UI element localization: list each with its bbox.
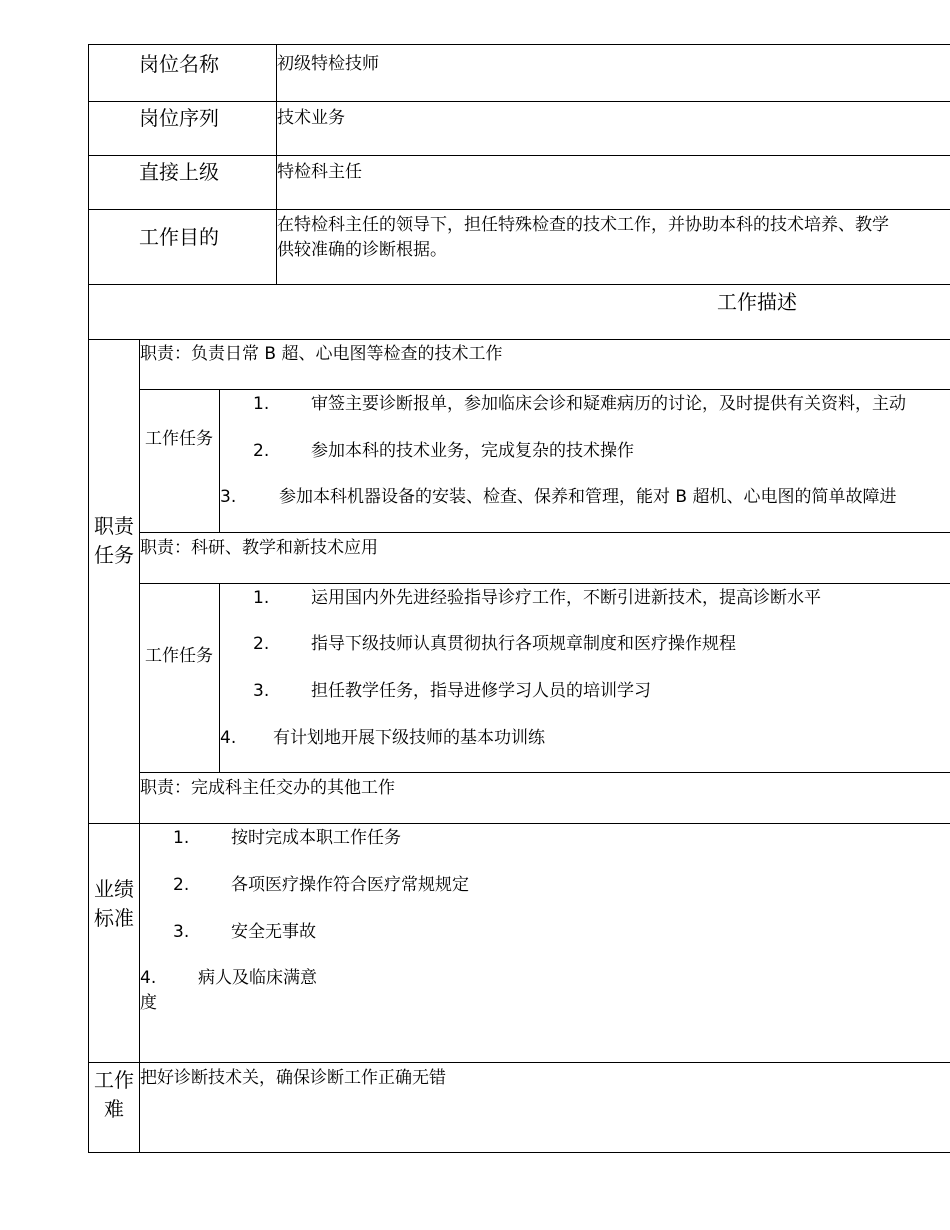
perf-item-4-num: 4. — [140, 968, 157, 988]
duty-2-task-label: 工作任务 — [145, 646, 213, 666]
duty-1-task-label: 工作任务 — [145, 429, 213, 449]
post-name-label: 岗位名称 — [139, 52, 219, 76]
perf-item-3-text: 安全无事故 — [231, 922, 316, 942]
duty-1-item-1-text: 审签主要诊断报单，参加临床会诊和疑难病历的讨论，及时提供有关资料，主动 — [311, 394, 906, 414]
difficulty-text: 把好诊断技术关，确保诊断工作正确无错 — [140, 1068, 446, 1088]
duty-2-item-4-text: 有计划地开展下级技师的基本功训练 — [273, 728, 545, 748]
purpose-label: 工作目的 — [139, 225, 219, 249]
duty-2-item-2-num: 2. — [253, 634, 270, 654]
duty-2-title: 职责：科研、教学和新技术应用 — [140, 538, 378, 558]
duty-3-title: 职责：完成科主任交办的其他工作 — [140, 778, 395, 798]
duty-1-item-3-text: 参加本科机器设备的安装、检查、保养和管理，能对 B 超机、心电图的简单故障进 — [279, 487, 897, 507]
perf-item-1-text: 按时完成本职工作任务 — [231, 828, 401, 848]
superior-label: 直接上级 — [139, 160, 219, 184]
superior-value: 特检科主任 — [277, 162, 362, 182]
duty-1-item-2-text: 参加本科的技术业务，完成复杂的技术操作 — [311, 441, 634, 461]
perf-item-4-text: 病人及临床满意 — [198, 968, 317, 988]
difficulty-label: 工作难 — [94, 1068, 134, 1121]
post-series-label: 岗位序列 — [139, 106, 219, 130]
duty-2-item-2-text: 指导下级技师认真贯彻执行各项规章制度和医疗操作规程 — [311, 634, 736, 654]
duty-1-title: 职责：负责日常 B 超、心电图等检查的技术工作 — [140, 344, 503, 364]
purpose-line-2: 供较准确的诊断根据。 — [277, 240, 447, 260]
perf-item-2-num: 2. — [173, 875, 190, 895]
performance-label: 业绩标准 — [94, 877, 134, 930]
post-series-value: 技术业务 — [277, 108, 345, 128]
description-header: 工作描述 — [717, 290, 797, 314]
perf-item-3-num: 3. — [173, 922, 190, 942]
perf-item-4-wrap: 度 — [140, 993, 157, 1013]
duty-2-item-3-num: 3. — [253, 681, 270, 701]
duty-2-item-3-text: 担任教学任务，指导进修学习人员的培训学习 — [311, 681, 651, 701]
duty-2-item-1-text: 运用国内外先进经验指导诊疗工作，不断引进新技术，提高诊断水平 — [311, 588, 821, 608]
purpose-line-1: 在特检科主任的领导下，担任特殊检查的技术工作，并协助本科的技术培养、教学 — [277, 215, 889, 235]
perf-item-2-text: 各项医疗操作符合医疗常规规定 — [231, 875, 469, 895]
duty-1-item-2-num: 2. — [253, 441, 270, 461]
duties-label: 职责任务 — [94, 514, 134, 567]
duty-2-item-1-num: 1. — [253, 588, 270, 608]
duty-1-item-1-num: 1. — [253, 394, 270, 414]
perf-item-1-num: 1. — [173, 828, 190, 848]
post-name-value: 初级特检技师 — [277, 54, 379, 74]
duty-2-item-4-num: 4. — [220, 728, 237, 748]
duty-1-item-3-num: 3. — [220, 487, 237, 507]
